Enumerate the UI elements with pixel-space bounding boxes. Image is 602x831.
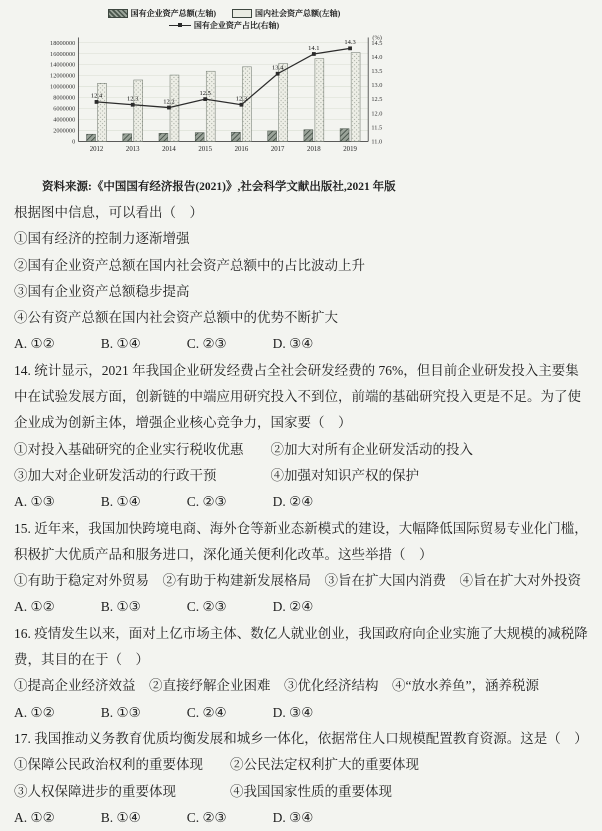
ratio-data-label: 12.2 <box>163 98 175 106</box>
ratio-data-label: 12.5 <box>199 89 211 97</box>
question-item-line: ③国有企业资产总额稳步提高 <box>14 283 190 299</box>
chart-block <box>28 8 420 194</box>
answer-choices <box>14 805 590 831</box>
question-block <box>14 726 590 831</box>
answer-choice-b: B. ①③ <box>100 599 141 615</box>
question-stem: 15. 近年来，我国加快跨境电商、海外仓等新业态新模式的建设，大幅降低国际贸易专业化门槛，积极扩大优质产品和服务进口，深化通关便利化改革。这些举措（ ） <box>14 520 588 562</box>
left-axis-tick: 12000000 <box>50 72 76 80</box>
bar-social-assets <box>279 64 288 142</box>
left-axis-tick: 16000000 <box>50 50 76 58</box>
left-axis-tick: 4000000 <box>53 116 76 124</box>
question-block <box>14 358 590 516</box>
x-axis-tick: 2013 <box>125 145 140 153</box>
legend-label-social-assets: 国内社会资产总额(左轴) <box>255 9 341 18</box>
x-axis-tick: 2019 <box>343 145 357 153</box>
legend-label-ratio: 国有企业资产占比(右轴) <box>193 21 280 30</box>
question-item-line: ①提高企业经济效益 ②直接纾解企业困难 ③优化经济结构 ④“放水养鱼”，涵养税源 <box>14 678 539 694</box>
soe-assets-swatch-icon <box>108 9 128 18</box>
right-axis-tick: 13.5 <box>371 68 383 75</box>
ratio-line-marker <box>95 100 99 104</box>
right-axis-tick: 14.0 <box>371 53 383 61</box>
answer-choice-a: A. ①③ <box>14 494 55 510</box>
right-axis-tick: 12.0 <box>371 110 383 118</box>
x-axis-tick: 2016 <box>234 145 249 153</box>
bar-social-assets <box>242 67 251 142</box>
assets-ratio-chart <box>28 32 406 171</box>
bar-soe-assets <box>340 129 349 142</box>
social-assets-swatch-icon <box>232 9 252 18</box>
bar-soe-assets <box>268 131 277 141</box>
x-axis-tick: 2017 <box>270 145 285 153</box>
question-item-line: ③人权保障进步的重要体现 ④我国国家性质的重要体现 <box>14 783 392 799</box>
ratio-data-label: 14.3 <box>344 39 356 47</box>
x-axis-tick: 2018 <box>307 145 321 153</box>
answer-choice-a: A. ①② <box>14 336 55 352</box>
left-axis-tick: 10000000 <box>50 83 76 91</box>
bar-social-assets <box>134 80 143 141</box>
right-axis-tick: 13.0 <box>371 82 383 90</box>
answer-choice-a: A. ①② <box>14 809 55 825</box>
question-item-line: ①对投入基础研究的企业实行税收优惠 ②加大对所有企业研发活动的投入 <box>14 441 473 457</box>
left-axis-tick: 2000000 <box>53 127 76 135</box>
answer-choices <box>14 700 590 726</box>
answer-choice-b: B. ①④ <box>100 494 141 510</box>
right-axis-tick: 14.5 <box>371 39 383 47</box>
x-axis-tick: 2012 <box>89 145 104 153</box>
ratio-data-label: 14.1 <box>308 44 320 52</box>
question-stem: 17. 我国推动义务教育优质均衡发展和城乡一体化，依据常住人口规模配置教育资源。这是（ ） <box>14 730 588 746</box>
bar-soe-assets <box>123 134 132 142</box>
answer-choice-c: C. ②④ <box>186 704 227 720</box>
legend-item-ratio <box>169 20 279 31</box>
question-item-line: ④公有资产总额在国内社会资产总额中的优势不断扩大 <box>14 310 338 326</box>
answer-choices <box>14 331 590 357</box>
legend-item-soe-assets <box>108 8 216 19</box>
answer-choices <box>14 594 590 620</box>
ratio-data-label: 13.4 <box>271 64 284 72</box>
ratio-line-marker <box>348 46 352 50</box>
chart-legend <box>28 8 420 31</box>
question-item-line: ③加大对企业研发活动的行政干预 ④加强对知识产权的保护 <box>14 467 419 483</box>
question-item-line: ①保障公民政治权利的重要体现 ②公民法定权利扩大的重要体现 <box>14 757 419 773</box>
answer-choice-c: C. ②③ <box>186 809 227 825</box>
question-block <box>14 621 590 726</box>
answer-choice-d: D. ③④ <box>272 336 314 352</box>
legend-row-line <box>169 20 279 31</box>
question-stem: 14. 统计显示，2021 年我国企业研发经费占全社会研发经费的 76%，但目前企业研发投入主要集中在试验发展方面，创新链的中端应用研究投入不到位，前端的基础研究投入更是不足。为了使企业成为创新主体，增强企业核心竞争力，国家要（ ） <box>14 362 581 431</box>
question-item-line: ①国有经济的控制力逐渐增强 <box>14 231 190 247</box>
right-axis-tick: 12.5 <box>371 96 383 104</box>
questions-section <box>14 200 590 831</box>
ratio-data-label: 12.3 <box>235 95 248 103</box>
chart-source-note: 资料来源:《中国国有经济报告(2021)》,社会科学文献出版社,2021 年版 <box>42 181 396 193</box>
question-item-line: ②国有企业资产总额在国内社会资产总额中的占比波动上升 <box>14 257 365 273</box>
answer-choice-d: D. ②④ <box>272 494 314 510</box>
bar-soe-assets <box>231 132 240 141</box>
answer-choice-c: C. ②③ <box>186 599 227 615</box>
left-axis-tick: 8000000 <box>53 94 76 102</box>
x-axis-tick: 2015 <box>198 145 212 153</box>
question-block <box>14 200 590 358</box>
answer-choice-a: A. ①② <box>14 704 55 720</box>
answer-choice-c: C. ②③ <box>186 336 227 352</box>
answer-choice-c: C. ②③ <box>186 494 227 510</box>
answer-choice-b: B. ①④ <box>100 336 141 352</box>
legend-label-soe-assets: 国有企业资产总额(左轴) <box>130 9 216 18</box>
ratio-line-marker <box>276 72 280 76</box>
bar-social-assets <box>206 71 215 141</box>
bar-social-assets <box>351 53 360 142</box>
ratio-line-swatch-icon <box>169 25 191 26</box>
legend-row-bars <box>108 8 341 19</box>
left-axis-tick: 0 <box>72 138 76 146</box>
answer-choices <box>14 489 590 515</box>
ratio-data-label: 12.3 <box>127 95 139 103</box>
question-item-line: ①有助于稳定对外贸易 ②有助于构建新发展格局 ③旨在扩大国内消费 ④旨在扩大对外投资 <box>14 573 581 589</box>
ratio-line-marker <box>167 106 171 110</box>
answer-choice-b: B. ①③ <box>100 704 141 720</box>
bar-soe-assets <box>195 133 204 142</box>
answer-choice-a: A. ①② <box>14 599 55 615</box>
left-axis-tick: 14000000 <box>50 61 76 69</box>
ratio-line-marker <box>203 97 207 101</box>
left-axis-tick: 6000000 <box>53 105 76 113</box>
question-stem: 16. 疫情发生以来，面对上亿市场主体、数亿人就业创业，我国政府向企业实施了大规模的减税降费，其目的在于（ ） <box>14 625 588 668</box>
answer-choice-d: D. ③④ <box>272 809 314 825</box>
x-axis-tick: 2014 <box>162 145 176 153</box>
bar-soe-assets <box>159 133 168 141</box>
ratio-data-label: 12.4 <box>90 92 103 100</box>
bar-soe-assets <box>304 130 313 142</box>
right-axis-tick: 11.0 <box>371 138 383 146</box>
bar-social-assets <box>170 75 179 141</box>
question-block <box>14 516 590 621</box>
right-axis-tick: 11.5 <box>371 124 383 132</box>
ratio-line-marker <box>131 103 135 107</box>
ratio-line-marker <box>240 103 244 107</box>
ratio-line-marker <box>312 52 316 56</box>
left-axis-tick: 18000000 <box>50 39 76 47</box>
bar-social-assets <box>315 59 324 142</box>
answer-choice-d: D. ②④ <box>272 599 314 615</box>
legend-item-social-assets <box>232 8 340 19</box>
bar-soe-assets <box>87 134 96 141</box>
question-stem: 根据图中信息，可以看出（ ） <box>14 205 203 220</box>
right-axis-unit: (%) <box>372 34 382 42</box>
answer-choice-d: D. ③④ <box>272 704 314 720</box>
answer-choice-b: B. ①④ <box>100 809 141 825</box>
